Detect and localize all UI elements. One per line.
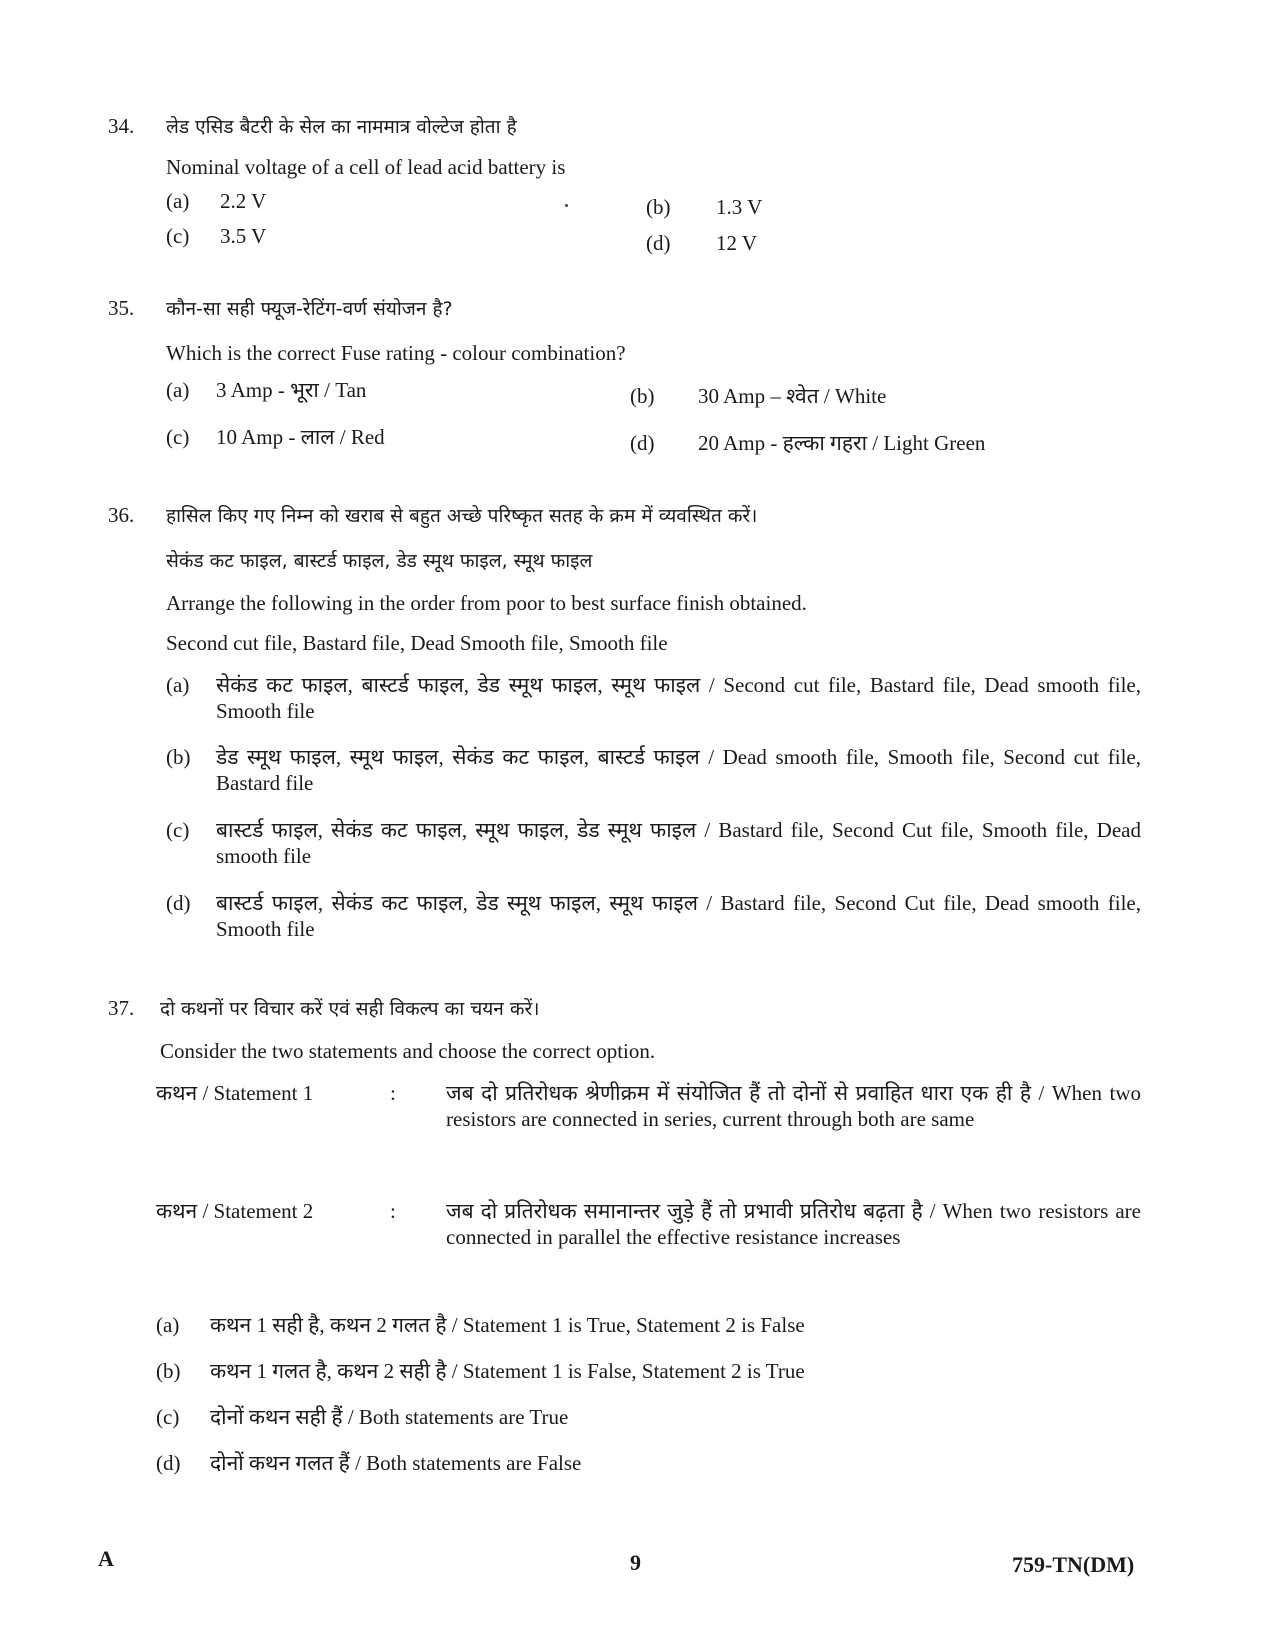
option-b-text: 30 Amp – श्वेत / White xyxy=(698,384,887,408)
option-b-text: 1.3 V xyxy=(716,195,763,219)
booklet-set: A xyxy=(98,1546,114,1571)
option-b-label: (b) xyxy=(166,745,191,769)
option-d-text: 12 V xyxy=(716,231,758,255)
option-a-label: (a) xyxy=(166,378,190,402)
option-a-text: 2.2 V xyxy=(220,189,267,213)
question-text-hindi: लेड एसिड बैटरी के सेल का नाममात्र वोल्टेज होता है xyxy=(166,116,517,138)
statement-2-colon: : xyxy=(390,1199,396,1223)
option-c-text: 10 Amp - लाल / Red xyxy=(216,425,385,449)
option-b-label: (b) xyxy=(630,384,655,408)
option-d-text: दोनों कथन गलत हैं / Both statements are False xyxy=(210,1451,582,1475)
option-a-label: (a) xyxy=(166,673,190,697)
question-text-english: Which is the correct Fuse rating - colour combination? xyxy=(166,341,626,365)
option-b-label: (b) xyxy=(156,1359,181,1383)
question-text-hindi: कौन-सा सही फ्यूज-रेटिंग-वर्ण संयोजन है? xyxy=(166,298,453,320)
statement-1-colon: : xyxy=(390,1081,396,1105)
option-a-label: (a) xyxy=(156,1313,180,1337)
option-a-text: सेकंड कट फाइल, बास्टर्ड फाइल, डेड स्मूथ फाइल, स्मूथ फाइल / Second cut file, Bastard file, Dead smooth file, Smooth file xyxy=(216,673,1141,723)
statement-2-text: जब दो प्रतिरोधक समानान्तर जुड़े हैं तो प्रभावी प्रतिरोध बढ़ता है / When two resistors are connected in parallel the effective resistance increases xyxy=(446,1199,1141,1249)
question-number: 37. xyxy=(108,996,135,1020)
option-d-text: बास्टर्ड फाइल, सेकंड कट फाइल, डेड स्मूथ फाइल, स्मूथ फाइल / Bastard file, Second Cut file, Dead smooth file, Smooth file xyxy=(216,891,1141,941)
option-b-text: डेड स्मूथ फाइल, स्मूथ फाइल, सेकंड कट फाइल, बास्टर्ड फाइल / Dead smooth file, Smooth file, Second cut file, Bastard file xyxy=(216,745,1141,795)
option-c-text: दोनों कथन सही हैं / Both statements are True xyxy=(210,1405,569,1429)
question-text-english: Consider the two statements and choose the correct option. xyxy=(160,1039,656,1063)
question-text-english: Nominal voltage of a cell of lead acid battery is xyxy=(166,155,566,179)
question-text-hindi: दो कथनों पर विचार करें एवं सही विकल्प का चयन करें। xyxy=(160,998,540,1020)
option-d-label: (d) xyxy=(166,891,191,915)
question-list-hindi: सेकंड कट फाइल, बास्टर्ड फाइल, डेड स्मूथ फाइल, स्मूथ फाइल xyxy=(166,550,593,572)
option-b-label: (b) xyxy=(646,195,671,219)
statement-1-text: जब दो प्रतिरोधक श्रेणीक्रम में संयोजित हैं तो दोनों से प्रवाहित धारा एक ही है / When two resistors are connected in series, current through both are same xyxy=(446,1081,1141,1131)
option-c-label: (c) xyxy=(166,224,190,248)
option-a-label: (a) xyxy=(166,189,190,213)
option-d-label: (d) xyxy=(630,431,655,455)
statement-2-label: कथन / Statement 2 xyxy=(156,1199,314,1223)
option-b-text: कथन 1 गलत है, कथन 2 सही है / Statement 1 is False, Statement 2 is True xyxy=(210,1359,805,1383)
option-d-label: (d) xyxy=(646,231,671,255)
option-c-label: (c) xyxy=(166,425,190,449)
question-number: 35. xyxy=(108,296,135,320)
question-text-hindi: हासिल किए गए निम्न को खराब से बहुत अच्छे परिष्कृत सतह के क्रम में व्यवस्थित करें। xyxy=(166,505,758,527)
option-c-label: (c) xyxy=(156,1405,180,1429)
option-a-text: कथन 1 सही है, कथन 2 गलत है / Statement 1 is True, Statement 2 is False xyxy=(210,1313,805,1337)
question-number: 36. xyxy=(108,503,135,527)
question-text-english: Arrange the following in the order from poor to best surface finish obtained. xyxy=(166,591,807,615)
scan-speck xyxy=(565,204,568,207)
option-c-text: 3.5 V xyxy=(220,224,267,248)
statement-1-label: कथन / Statement 1 xyxy=(156,1081,314,1105)
paper-code: 759-TN(DM) xyxy=(1012,1552,1135,1577)
question-number: 34. xyxy=(108,114,135,138)
option-d-label: (d) xyxy=(156,1451,181,1475)
page-number: 9 xyxy=(630,1550,641,1575)
option-c-label: (c) xyxy=(166,818,190,842)
option-a-text: 3 Amp - भूरा / Tan xyxy=(216,378,367,402)
question-list-english: Second cut file, Bastard file, Dead Smooth file, Smooth file xyxy=(166,631,668,655)
option-c-text: बास्टर्ड फाइल, सेकंड कट फाइल, स्मूथ फाइल, डेड स्मूथ फाइल / Bastard file, Second Cut file, Smooth file, Dead smooth file xyxy=(216,818,1141,868)
option-d-text: 20 Amp - हल्का गहरा / Light Green xyxy=(698,431,986,455)
